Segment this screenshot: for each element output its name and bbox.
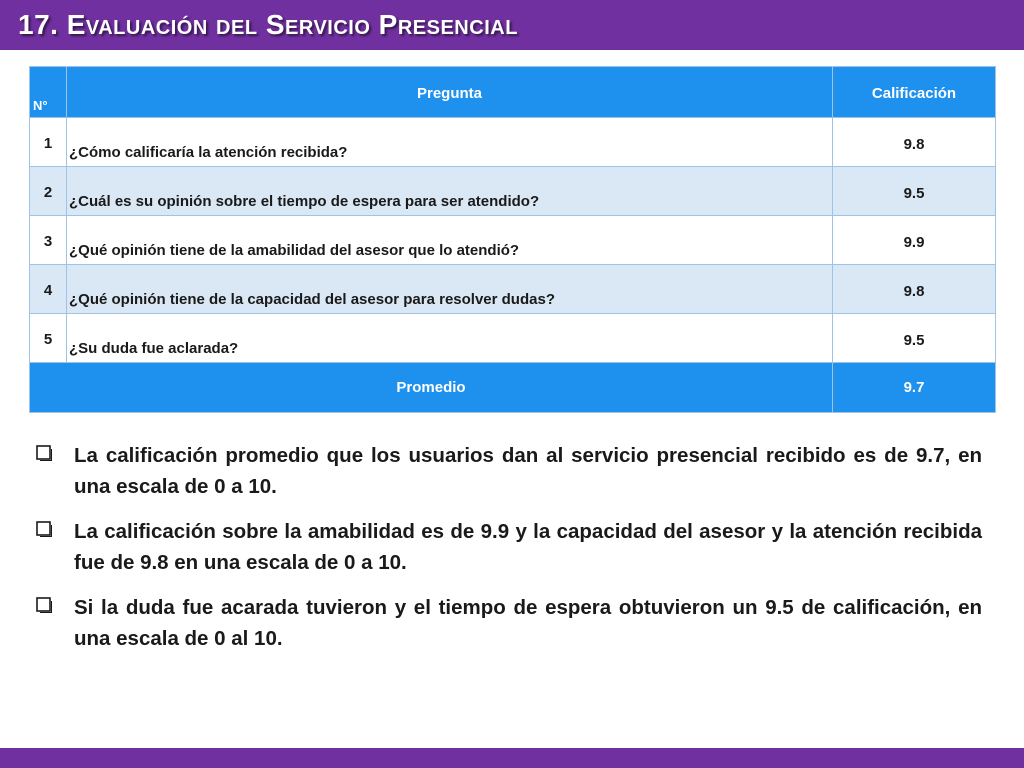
row-question: ¿Su duda fue aclarada? — [67, 314, 833, 363]
header-question: Pregunta — [67, 67, 833, 118]
header-number: N° — [30, 67, 67, 118]
checkbox-bullet-icon — [36, 597, 52, 613]
row-question: ¿Qué opinión tiene de la amabilidad del asesor que lo atendió? — [67, 216, 833, 265]
row-score: 9.5 — [833, 167, 996, 216]
checkbox-bullet-icon — [36, 521, 52, 537]
row-score: 9.9 — [833, 216, 996, 265]
bullet-text: La calificación promedio que los usuarios dan al servicio presencial recibido es de 9.7, en una escala de 0 a 10. — [74, 444, 982, 498]
header-score: Calificación — [833, 67, 996, 118]
title-bar — [0, 0, 1024, 50]
bullet-list — [36, 440, 982, 668]
row-number: 4 — [30, 265, 67, 314]
evaluation-table — [29, 66, 996, 413]
bullet-item — [36, 516, 982, 578]
row-score: 9.8 — [833, 118, 996, 167]
bullet-text: Si la duda fue acarada tuvieron y el tiempo de espera obtuvieron un 9.5 de calificación, en una escala de 0 al 10. — [74, 596, 982, 650]
bullet-item — [36, 440, 982, 502]
row-number: 1 — [30, 118, 67, 167]
average-label: Promedio — [30, 363, 833, 413]
table-row — [30, 118, 996, 167]
row-number: 3 — [30, 216, 67, 265]
average-score: 9.7 — [833, 363, 996, 413]
checkbox-bullet-icon — [36, 445, 52, 461]
table-row — [30, 314, 996, 363]
row-question: ¿Cómo calificaría la atención recibida? — [67, 118, 833, 167]
row-score: 9.5 — [833, 314, 996, 363]
footer-bar — [0, 748, 1024, 768]
bullet-text: La calificación sobre la amabilidad es de 9.9 y la capacidad del asesor y la atención recibida fue de 9.8 en una escala de 0 a 10. — [74, 520, 982, 574]
table-row — [30, 265, 996, 314]
row-number: 2 — [30, 167, 67, 216]
slide-title: 17. Evaluación del Servicio Presencial — [18, 9, 518, 40]
table-row — [30, 167, 996, 216]
table-header-row — [30, 67, 996, 118]
bullet-item — [36, 592, 982, 654]
table-row — [30, 216, 996, 265]
row-score: 9.8 — [833, 265, 996, 314]
row-number: 5 — [30, 314, 67, 363]
average-row — [30, 363, 996, 413]
row-question: ¿Cuál es su opinión sobre el tiempo de espera para ser atendido? — [67, 167, 833, 216]
row-question: ¿Qué opinión tiene de la capacidad del asesor para resolver dudas? — [67, 265, 833, 314]
